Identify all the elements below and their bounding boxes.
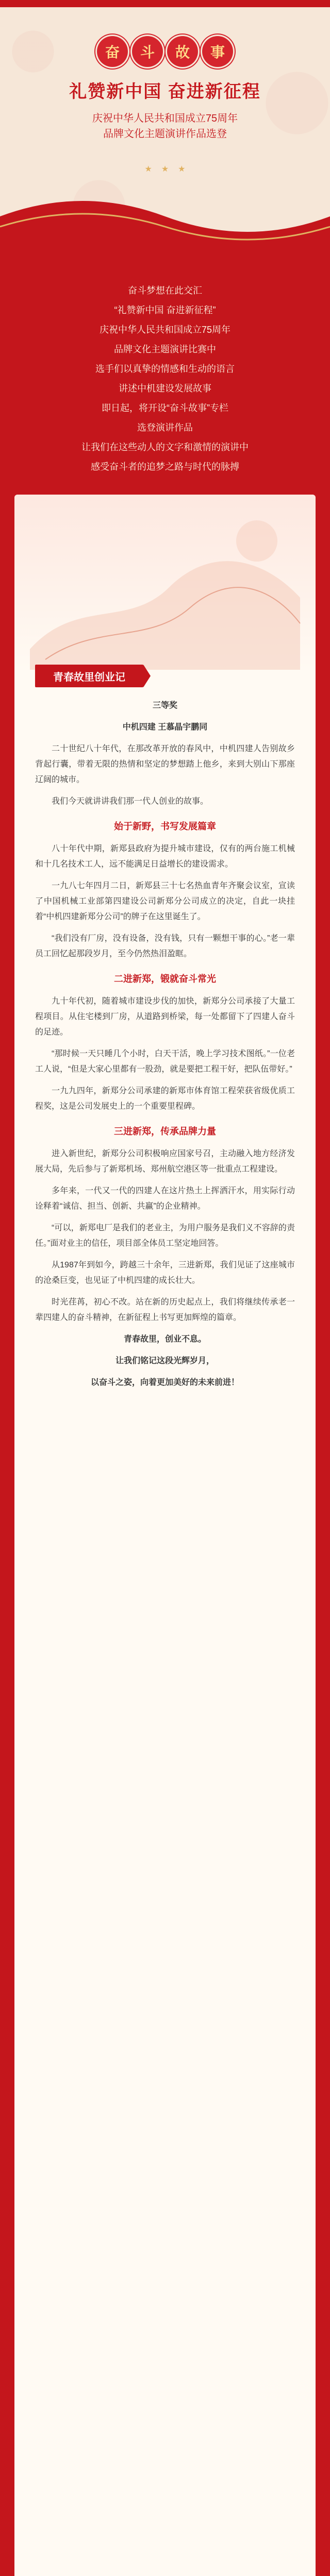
header-top-bar (0, 0, 330, 7)
award-label: 三等奖 (152, 701, 177, 710)
badge-2: 斗 (132, 36, 163, 67)
intro-line: 奋斗梦想在此交汇 (128, 285, 202, 296)
author-unit: 中机四建 王慕晶宇鹏同 (122, 723, 208, 732)
paragraph: “那时候一天只睡几个小时，白天干活，晚上学习技术图纸。”一位老工人说，“但是大家心里都有一股劲，就是要把工程干好，把队伍带好。” (35, 1049, 295, 1074)
intro-line: 庆祝中华人民共和国成立75周年 (99, 325, 231, 335)
header-banner (0, 0, 330, 258)
intro-line: 感受奋斗者的追梦之路与时代的脉搏 (91, 462, 239, 472)
card-header-bg (14, 495, 316, 670)
paragraph: 九十年代初，随着城市建设步伐的加快，新郑分公司承接了大量工程项目。从住宅楼到厂房，从道路到桥梁，每一处都留下了四建人奋斗的足迹。 (35, 997, 295, 1037)
paragraph: 从1987年到如今，跨越三十余年，三进新郑，我们见证了这座城市的沧桑巨变，也见证了中机四建的成长壮大。 (35, 1261, 295, 1285)
intro-line: 讲述中机建设发展故事 (119, 383, 211, 394)
header-wave (0, 175, 330, 258)
star-icon: ★ (144, 165, 152, 174)
subtitle-line-1: 庆祝中华人民共和国成立75周年 (92, 113, 238, 124)
section-ribbon: 青春故里创业记 (35, 665, 143, 687)
intro-line: 选手们以真挚的情感和生动的语言 (95, 364, 235, 374)
paragraph: “可以，新郑电厂是我们的老业主，为用户服务是我们义不容辞的责任。”面对业主的信任，项目部全体员工坚定地回答。 (35, 1224, 295, 1248)
paragraph: 我们今天就讲讲我们那一代人创业的故事。 (52, 797, 209, 806)
paragraph: 二十世纪八十年代，在那改革开放的春风中，中机四建人告别故乡背起行囊，带着无限的热情和坚定的梦想踏上他乡，来到大别山下那座辽阔的城市。 (35, 744, 295, 784)
intro-line: 即日起，将开设“奋斗故事”专栏 (102, 403, 228, 413)
subtitle-line-2: 品牌文化主题演讲作品选登 (103, 128, 227, 140)
section-heading-2: 二进新郑，锻就奋斗常光 (114, 974, 216, 984)
intro-lines (0, 281, 330, 477)
paragraph: 一九九四年，新郑分公司承建的新郑市体育馆工程荣获省级优质工程奖，这是公司发展史上的一个重要里程碑。 (35, 1087, 295, 1111)
paragraph: 进入新世纪，新郑分公司积极响应国家号召，主动融入地方经济发展大局，先后参与了新郑机场、郑州航空港区等一批重点工程建设。 (35, 1149, 295, 1174)
page-title: 礼赞新中国 奋进新征程 (69, 82, 261, 101)
paragraph: 多年来，一代又一代的四建人在这片热土上挥洒汗水，用实际行动诠释着“诚信、担当、创新、共赢”的企业精神。 (35, 1187, 295, 1211)
badge-4: 事 (202, 36, 233, 67)
badge-1: 奋 (97, 36, 128, 67)
intro-line: 选登演讲作品 (137, 422, 193, 433)
paragraph: 一九八七年四月二日，新郑县三十七名热血青年齐聚会议室，宣读了中国机械工业部第四建设公司新郑分公司成立的决定，自此一块挂着“中机四建新郑分公司”的牌子在这里诞生了。 (35, 882, 295, 921)
intro-section (0, 258, 330, 495)
section-heading-3: 三进新郑，传承品牌力量 (114, 1126, 216, 1137)
closing-line: 让我们铭记这段光辉岁月， (115, 1357, 214, 1365)
section-heading-1: 始于新野，书写发展篇章 (114, 821, 216, 832)
closing-line: 以奋斗之姿，向着更加美好的未来前进！ (90, 1378, 239, 1387)
intro-line: 品牌文化主题演讲比赛中 (114, 344, 216, 354)
intro-line: 让我们在这些动人的文字和激情的演讲中 (81, 442, 249, 452)
star-icon: ★ (161, 165, 169, 174)
header-stars (77, 164, 253, 174)
article-body (35, 698, 295, 1397)
star-icon: ★ (178, 165, 186, 174)
paragraph: 八十年代中期，新郑县政府为提升城市建设，仅有的两台施工机械和十几名技术工人，远不能满足日益增长的建设需求。 (35, 844, 295, 869)
paragraph: “我们没有厂房，没有设备，没有钱，只有一颗想干事的心。”老一辈员工回忆起那段岁月，至今仍然热泪盈眶。 (35, 934, 295, 958)
closing-line: 青春故里，创业不息。 (123, 1335, 206, 1344)
badge-3: 故 (167, 36, 198, 67)
header-badges (82, 36, 248, 67)
article-card (14, 495, 316, 2576)
paragraph: 时光荏苒，初心不改。站在新的历史起点上，我们将继续传承老一辈四建人的奋斗精神，在新征程上书写更加辉煌的篇章。 (35, 1298, 295, 1322)
card-decoration (14, 495, 316, 670)
intro-line: “礼赞新中国 奋进新征程” (114, 305, 216, 315)
